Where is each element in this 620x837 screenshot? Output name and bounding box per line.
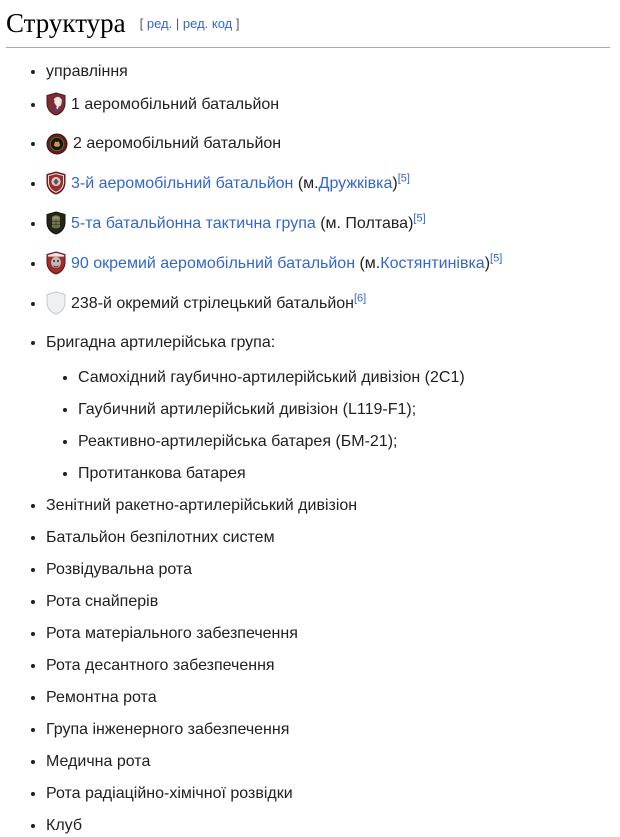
unit-label: 238-й окремий стрілецький батальйон	[71, 295, 354, 313]
location-suffix: )	[484, 255, 491, 273]
edit-divider: |	[175, 16, 180, 31]
bulldog-shield-icon[interactable]	[46, 251, 66, 282]
location-prefix: (м.	[355, 255, 381, 273]
list-item	[46, 750, 610, 773]
unit-label: 2 аеромобільний батальйон	[73, 135, 282, 153]
list-item	[46, 251, 610, 282]
list-item	[46, 132, 610, 162]
unit-label: Група інженерного забезпечення	[46, 721, 290, 739]
list-item	[46, 814, 610, 837]
unit-label: Медична рота	[46, 753, 151, 771]
eagle-shield-icon[interactable]	[46, 171, 66, 202]
unit-link[interactable]: 5-та батальйонна тактична група	[71, 215, 316, 233]
edit-source-link[interactable]: ред. код	[182, 16, 233, 31]
list-item	[46, 718, 610, 741]
unit-label: Ремонтна рота	[46, 689, 157, 707]
location-prefix: (м.	[293, 175, 319, 193]
unit-label: Розвідувальна рота	[46, 561, 192, 579]
edit-bracket-close: ]	[235, 16, 240, 31]
list-item	[46, 171, 610, 202]
reference-link[interactable]: [5]	[490, 252, 503, 265]
unit-label: Рота матеріального забезпечення	[46, 625, 298, 643]
unit-label: Рота радіаційно-хімічної розвідки	[46, 785, 293, 803]
reference-link[interactable]: [5]	[413, 212, 426, 225]
section-title: Структура	[6, 8, 126, 38]
bear-roundel-icon[interactable]	[46, 133, 68, 162]
list-item	[46, 291, 610, 322]
list-item	[46, 622, 610, 645]
list-item	[78, 430, 610, 453]
list-item	[46, 782, 610, 805]
reference-sup	[413, 213, 425, 225]
unit-label: Клуб	[46, 817, 82, 835]
section-heading	[6, 6, 610, 48]
list-item	[46, 92, 610, 123]
list-item	[46, 590, 610, 613]
unit-label: Реактивно-артилерійська батарея (БМ-21);	[78, 433, 398, 451]
barrel-shield-icon[interactable]	[46, 211, 66, 242]
unit-label: Самохідний гаубично-артилерійський дивізіон (2С1)	[78, 369, 465, 387]
edit-section	[140, 16, 240, 31]
unit-label: Зенітний ракетно-артилерійський дивізіон	[46, 497, 358, 515]
reference-link[interactable]: [5]	[397, 172, 410, 185]
city-link[interactable]: Дружківка	[318, 175, 393, 193]
reference-link[interactable]: [6]	[354, 292, 367, 305]
list-item	[46, 526, 610, 549]
artillery-sublist	[46, 366, 610, 485]
unit-label: Рота снайперів	[46, 593, 159, 611]
plain-shield-icon[interactable]	[46, 291, 66, 322]
unit-link[interactable]: 3-й аеромобільний батальйон	[71, 175, 294, 193]
list-item	[46, 211, 610, 242]
list-item	[78, 398, 610, 421]
unit-label: 1 аеромобільний батальйон	[71, 96, 280, 114]
reference-sup	[398, 173, 410, 185]
unit-link[interactable]: 90 окремий аеромобільний батальйон	[71, 255, 356, 273]
list-item	[46, 654, 610, 677]
location-suffix: )	[392, 175, 398, 193]
unit-label: управління	[46, 63, 128, 81]
location-text: (м. Полтава)	[315, 215, 414, 233]
list-item	[46, 60, 610, 83]
unit-label: Бригадна артилерійська група:	[46, 334, 276, 352]
unit-label: Батальйон безпілотних систем	[46, 529, 275, 547]
reference-sup	[490, 253, 502, 265]
list-item	[46, 494, 610, 517]
unit-list	[6, 60, 610, 837]
unit-label: Рота десантного забезпечення	[46, 657, 275, 675]
list-item	[78, 366, 610, 389]
unit-label: Гаубичний артилерійський дивізіон (L119-F1);	[78, 401, 417, 419]
edit-link[interactable]: ред.	[146, 16, 173, 31]
city-link[interactable]: Костянтинівка	[380, 255, 485, 273]
list-item	[78, 462, 610, 485]
pegasus-shield-icon[interactable]	[46, 92, 66, 123]
unit-label: Протитанкова батарея	[78, 465, 246, 483]
list-item	[46, 331, 610, 485]
list-item	[46, 558, 610, 581]
edit-bracket-open: [	[139, 16, 144, 31]
reference-sup	[354, 293, 366, 305]
list-item	[46, 686, 610, 709]
